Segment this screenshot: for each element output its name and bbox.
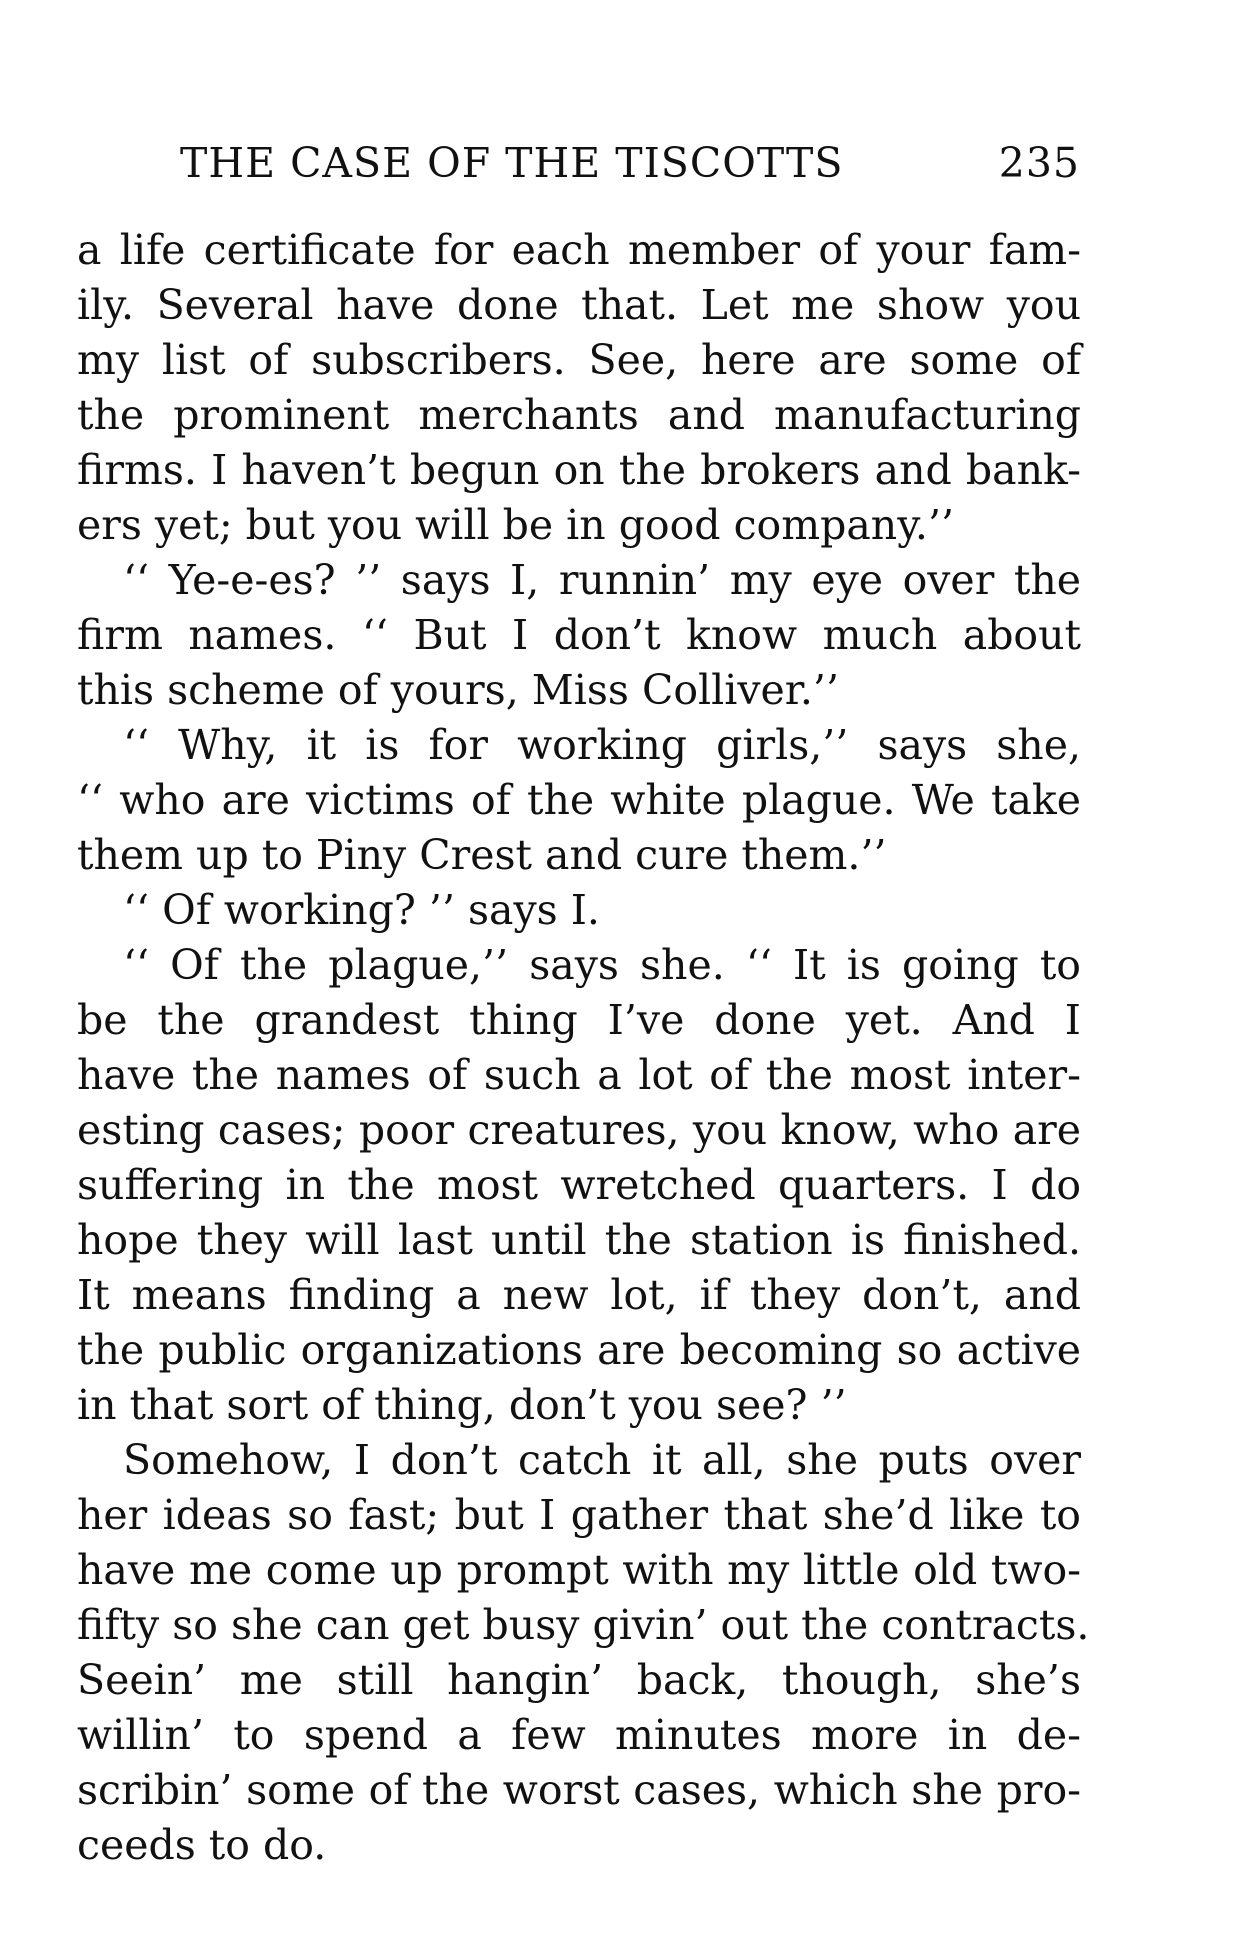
text-line: the prominent merchants and manufacturing [77, 391, 1081, 439]
text-line: ‘‘ who are victims of the white plague. We take [77, 776, 1081, 824]
text-line: them up to Piny Crest and cure them.’’ [77, 831, 887, 879]
text-line: this scheme of yours, Miss Colliver.’’ [77, 666, 839, 714]
text-line: esting cases; poor creatures, you know, who are [77, 1106, 1081, 1154]
text-line: her ideas so fast; but I gather that she’d like to [77, 1491, 1081, 1539]
text-line: ers yet; but you will be in good company.’’ [77, 501, 955, 549]
text-line: the public organizations are becoming so active [77, 1326, 1081, 1374]
running-head [180, 133, 1080, 193]
text-line: ‘‘ Why, it is for working girls,’’ says she, [123, 721, 1081, 769]
page-number: 235 [998, 139, 1080, 187]
body-text [77, 223, 1090, 1873]
text-line: ceeds to do. [77, 1821, 327, 1869]
running-head-title: THE CASE OF THE TISCOTTS [180, 139, 844, 187]
text-line: Seein’ me still hangin’ back, though, she’s [77, 1656, 1081, 1704]
text-line: ‘‘ Of the plague,’’ says she. ‘‘ It is going to [123, 941, 1081, 989]
text-line: It means finding a new lot, if they don’t, and [77, 1271, 1081, 1319]
text-line: have me come up prompt with my little old two- [77, 1546, 1081, 1594]
text-line: be the grandest thing I’ve done yet. And I [77, 996, 1081, 1044]
text-line: suffering in the most wretched quarters. I do [77, 1161, 1081, 1209]
text-line: Somehow, I don’t catch it all, she puts over [123, 1436, 1081, 1484]
text-line: firm names. ‘‘ But I don’t know much about [77, 611, 1081, 659]
text-line: in that sort of thing, don’t you see? ’’ [77, 1381, 847, 1429]
text-line: fifty so she can get busy givin’ out the contracts. [77, 1601, 1090, 1649]
text-line: have the names of such a lot of the most inter- [77, 1051, 1081, 1099]
text-line: ‘‘ Ye-e-es? ’’ says I, runnin’ my eye over the [123, 556, 1081, 604]
text-line: ily. Several have done that. Let me show you [77, 281, 1081, 329]
text-line: willin’ to spend a few minutes more in de- [77, 1711, 1081, 1759]
text-line: ‘‘ Of working? ’’ says I. [123, 886, 600, 934]
text-line: scribin’ some of the worst cases, which she pro- [77, 1766, 1081, 1814]
text-line: hope they will last until the station is finished. [77, 1216, 1081, 1264]
text-line: my list of subscribers. See, here are some of [77, 336, 1081, 384]
text-line: a life certificate for each member of your fam- [77, 226, 1081, 274]
text-line: firms. I haven’t begun on the brokers and bank- [77, 446, 1081, 494]
